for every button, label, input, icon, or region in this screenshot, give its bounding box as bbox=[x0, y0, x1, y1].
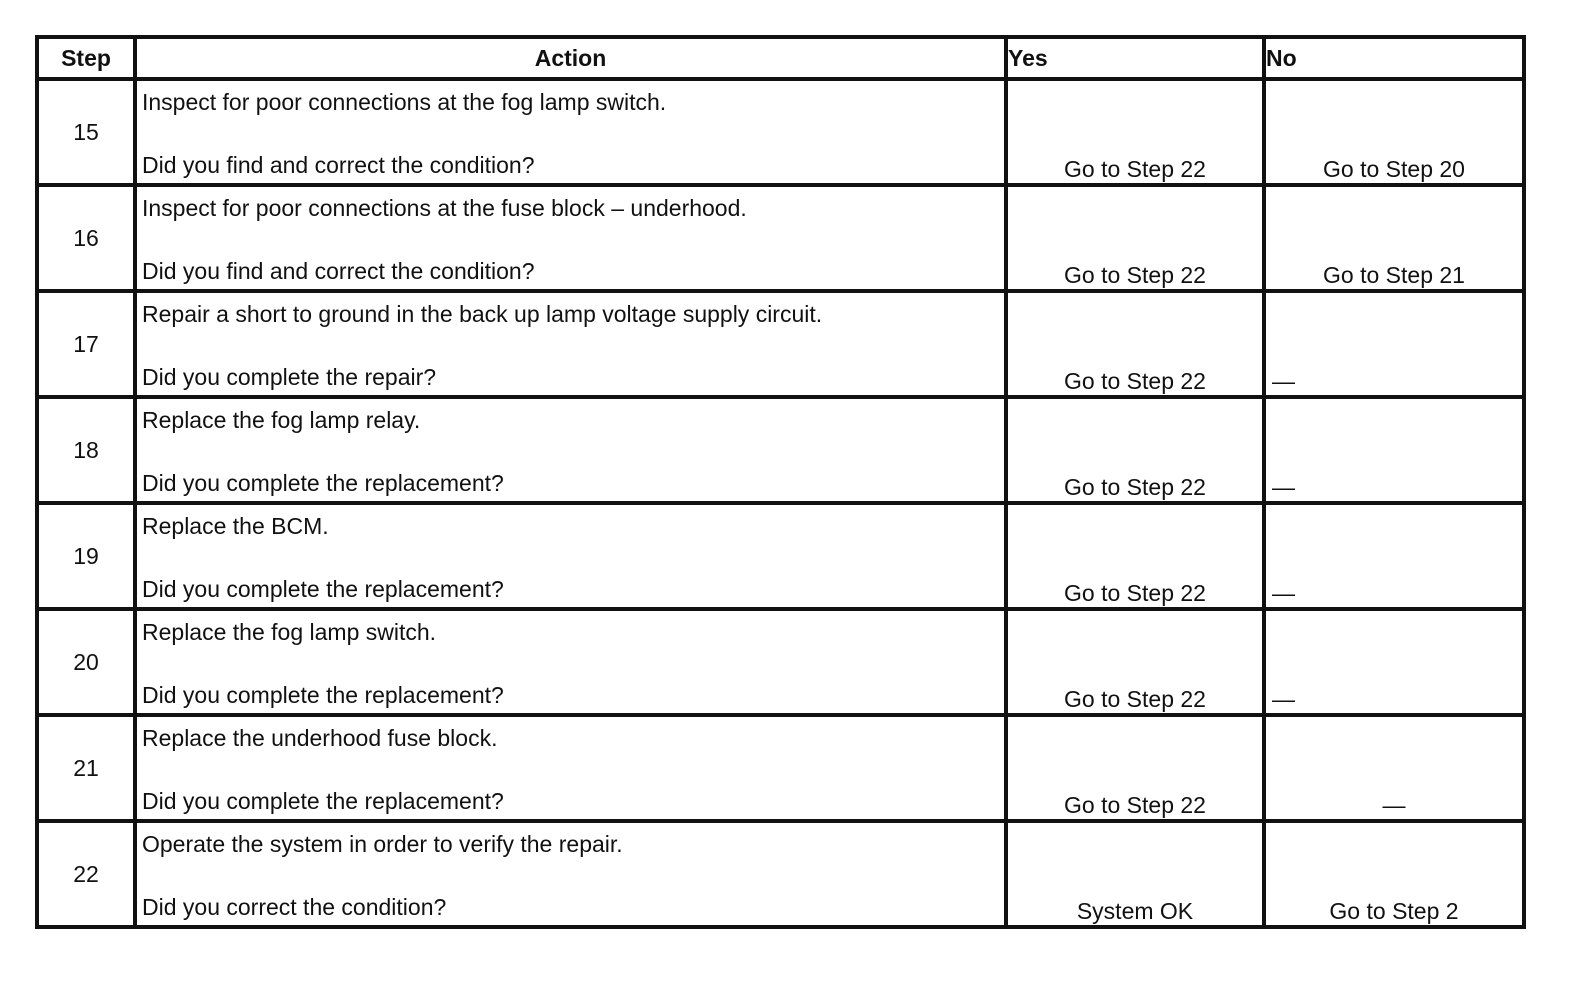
action-cell bbox=[135, 715, 1006, 821]
step-number: 15 bbox=[37, 79, 135, 185]
table-row bbox=[37, 397, 1524, 503]
action-instruction: Repair a short to ground in the back up lamp voltage supply circuit. bbox=[142, 301, 823, 327]
yes-result: Go to Step 22 bbox=[1006, 397, 1264, 503]
diagnostic-table bbox=[35, 35, 1526, 929]
table-row bbox=[37, 79, 1524, 185]
action-instruction: Operate the system in order to verify the repair. bbox=[142, 831, 623, 857]
step-number: 22 bbox=[37, 821, 135, 927]
table-row bbox=[37, 609, 1524, 715]
header-yes: Yes bbox=[1006, 37, 1264, 79]
action-instruction: Replace the underhood fuse block. bbox=[142, 725, 498, 751]
yes-result: Go to Step 22 bbox=[1006, 185, 1264, 291]
step-number: 20 bbox=[37, 609, 135, 715]
table-row bbox=[37, 715, 1524, 821]
action-question: Did you complete the replacement? bbox=[142, 576, 504, 602]
action-cell bbox=[135, 291, 1006, 397]
table-body bbox=[37, 79, 1524, 927]
step-number: 16 bbox=[37, 185, 135, 291]
action-question: Did you find and correct the condition? bbox=[142, 258, 535, 284]
action-question: Did you complete the replacement? bbox=[142, 682, 504, 708]
no-result: Go to Step 2 bbox=[1264, 821, 1524, 927]
yes-result: Go to Step 22 bbox=[1006, 609, 1264, 715]
action-question: Did you correct the condition? bbox=[142, 894, 447, 920]
step-number: 17 bbox=[37, 291, 135, 397]
action-cell bbox=[135, 397, 1006, 503]
no-result: — bbox=[1264, 291, 1524, 397]
action-question: Did you complete the replacement? bbox=[142, 470, 504, 496]
action-cell bbox=[135, 503, 1006, 609]
action-question: Did you find and correct the condition? bbox=[142, 152, 535, 178]
yes-result: Go to Step 22 bbox=[1006, 503, 1264, 609]
no-result: — bbox=[1264, 715, 1524, 821]
action-cell bbox=[135, 79, 1006, 185]
header-row bbox=[37, 37, 1524, 79]
action-instruction: Replace the fog lamp switch. bbox=[142, 619, 437, 645]
action-cell bbox=[135, 609, 1006, 715]
header-no: No bbox=[1264, 37, 1524, 79]
yes-result: Go to Step 22 bbox=[1006, 79, 1264, 185]
action-cell bbox=[135, 821, 1006, 927]
no-result: — bbox=[1264, 397, 1524, 503]
action-question: Did you complete the repair? bbox=[142, 364, 437, 390]
table-row bbox=[37, 291, 1524, 397]
header-step: Step bbox=[37, 37, 135, 79]
header-action: Action bbox=[135, 37, 1006, 79]
no-result: — bbox=[1264, 609, 1524, 715]
table-row bbox=[37, 821, 1524, 927]
action-instruction: Replace the fog lamp relay. bbox=[142, 407, 421, 433]
action-question: Did you complete the replacement? bbox=[142, 788, 504, 814]
yes-result: Go to Step 22 bbox=[1006, 715, 1264, 821]
no-result: Go to Step 20 bbox=[1264, 79, 1524, 185]
yes-result: System OK bbox=[1006, 821, 1264, 927]
action-instruction: Replace the BCM. bbox=[142, 513, 329, 539]
no-result: Go to Step 21 bbox=[1264, 185, 1524, 291]
yes-result: Go to Step 22 bbox=[1006, 291, 1264, 397]
table-row bbox=[37, 503, 1524, 609]
table-header bbox=[37, 37, 1524, 79]
step-number: 18 bbox=[37, 397, 135, 503]
table-row bbox=[37, 185, 1524, 291]
action-cell bbox=[135, 185, 1006, 291]
step-number: 19 bbox=[37, 503, 135, 609]
action-instruction: Inspect for poor connections at the fog lamp switch. bbox=[142, 89, 667, 115]
no-result: — bbox=[1264, 503, 1524, 609]
action-instruction: Inspect for poor connections at the fuse block – underhood. bbox=[142, 195, 747, 221]
step-number: 21 bbox=[37, 715, 135, 821]
